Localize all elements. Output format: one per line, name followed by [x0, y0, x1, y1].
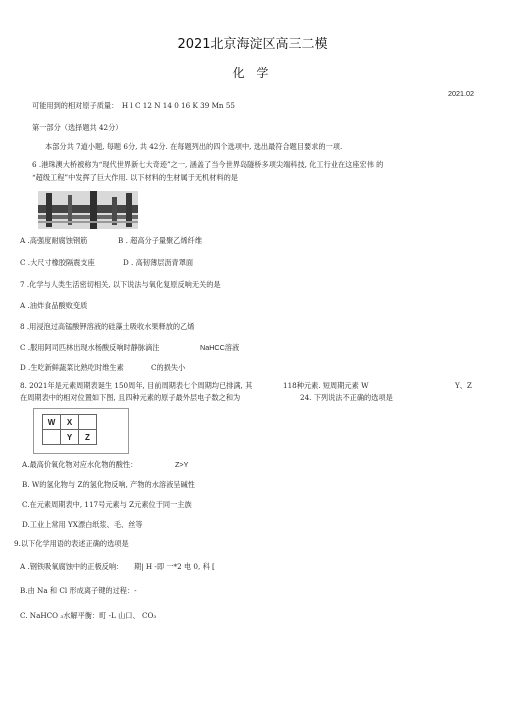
q8-stem-line2-b: 24. 下列说法不正确的选项是 [300, 393, 393, 402]
q8-option-a: A.最高价氧化物对应水化物的酸性： [22, 460, 138, 469]
periodic-table-fragment [42, 414, 97, 445]
q7-option-d: D .生吃新鲜蔬菜比熟吃时维生素 [20, 363, 124, 372]
cell-y: Y [61, 430, 79, 445]
q7-option-c: C .服用阿司匹林出现水杨酸反响时静脉滴注 [20, 343, 160, 352]
q6-option-a: A .高强度耐腐蚀钢筋 [20, 236, 88, 245]
q6-option-c: C .大尺寸橡胶隔震支座 [20, 258, 95, 267]
q8-option-c: C.在元素周期表中, 117号元素与 Z元素位于同一主族 [22, 500, 192, 509]
atomic-masses-line: 可能用到的相对原子质量： H l C 12 N 14 0 16 K 39 Mn 55 [32, 101, 235, 110]
q8-option-b: B. W的氢化物与 Z的氢化物反响, 产物的水溶液呈碱性 [22, 480, 195, 489]
cell-x: X [61, 415, 79, 430]
cell-empty-2 [43, 430, 61, 445]
q6-option-d: D . 高韧薄层沥青罩面 [123, 258, 194, 267]
part1-instruction: 本部分共 7道小题, 每题 6分, 共 42分. 在每题列出的四个选项中, 选出最符合题目要求的一项. [45, 142, 343, 151]
q8-stem-line2-a: 在周期表中的相对位置如下图, 且四种元素的原子最外层电子数之和为 [20, 393, 241, 402]
document-title: 2021北京海淀区高三二模 [177, 37, 328, 52]
q6-stem-line2: “超级工程”中发挥了巨大作用. 以下材料的生材属于无机材料的是 [32, 173, 238, 182]
q9-option-a: A .钢铁吸氧腐蚀中的正极反响： 期| H -即 一*2 电 0, 科 [ [20, 562, 215, 571]
q9-stem: 9.以下化学用语的表述正确的选项是 [14, 539, 129, 548]
q6-stem-line1: 6 .港珠澳大桥被称为“现代世界新七大奇迹”之一, 涵盖了当今世界岛隧桥多项尖端科技, 化工行业在这座宏伟 的 [32, 160, 384, 169]
q8-option-a-relation: Z>Y [175, 460, 189, 469]
bridge-photo [38, 191, 138, 229]
exam-date: 2021.02 [448, 89, 474, 98]
q8-stem-line1-b: 118种元素. 短周期元素 W [283, 381, 369, 390]
q7-option-b: 8 .用浸泡过高锰酸钾溶液的硅藻土吸收水果释放的乙烯 [20, 322, 195, 331]
cell-z: Z [79, 430, 97, 445]
q8-stem-line1-c: Y、Z [455, 381, 472, 390]
q8-stem-line1-a: 8. 2021年是元素周期表诞生 150周年, 目前周期表七个周期均已排满, 其 [20, 381, 253, 390]
q9-option-b: B.由 Na 和 Cl 形成离子键的过程：- [20, 586, 137, 595]
q8-option-d: D.工业上常用 YX漂白纸浆、毛、丝等 [22, 520, 143, 529]
cell-w: W [43, 415, 61, 430]
part1-heading: 第一部分（选择题共 42分） [32, 123, 123, 132]
q7-option-a: A .油炸食品酸败变质 [20, 301, 88, 310]
q9-option-c: C. NaHCO ₃水解平衡：町 -L 山口、 CO₃ [20, 611, 157, 620]
q7-option-d-vitamin: C的损失小 [151, 363, 186, 372]
bridge-steel-image [38, 191, 138, 229]
q7-stem: 7 .化学与人类生活密切相关, 以下说法与氧化复原反响无关的是 [20, 280, 221, 289]
q6-option-b: B . 超高分子量聚乙烯纤维 [118, 236, 203, 245]
subject-title: 化 学 [232, 66, 273, 80]
q7-option-c-solution: NaHCC溶液 [200, 343, 240, 352]
cell-empty-1 [79, 415, 97, 430]
